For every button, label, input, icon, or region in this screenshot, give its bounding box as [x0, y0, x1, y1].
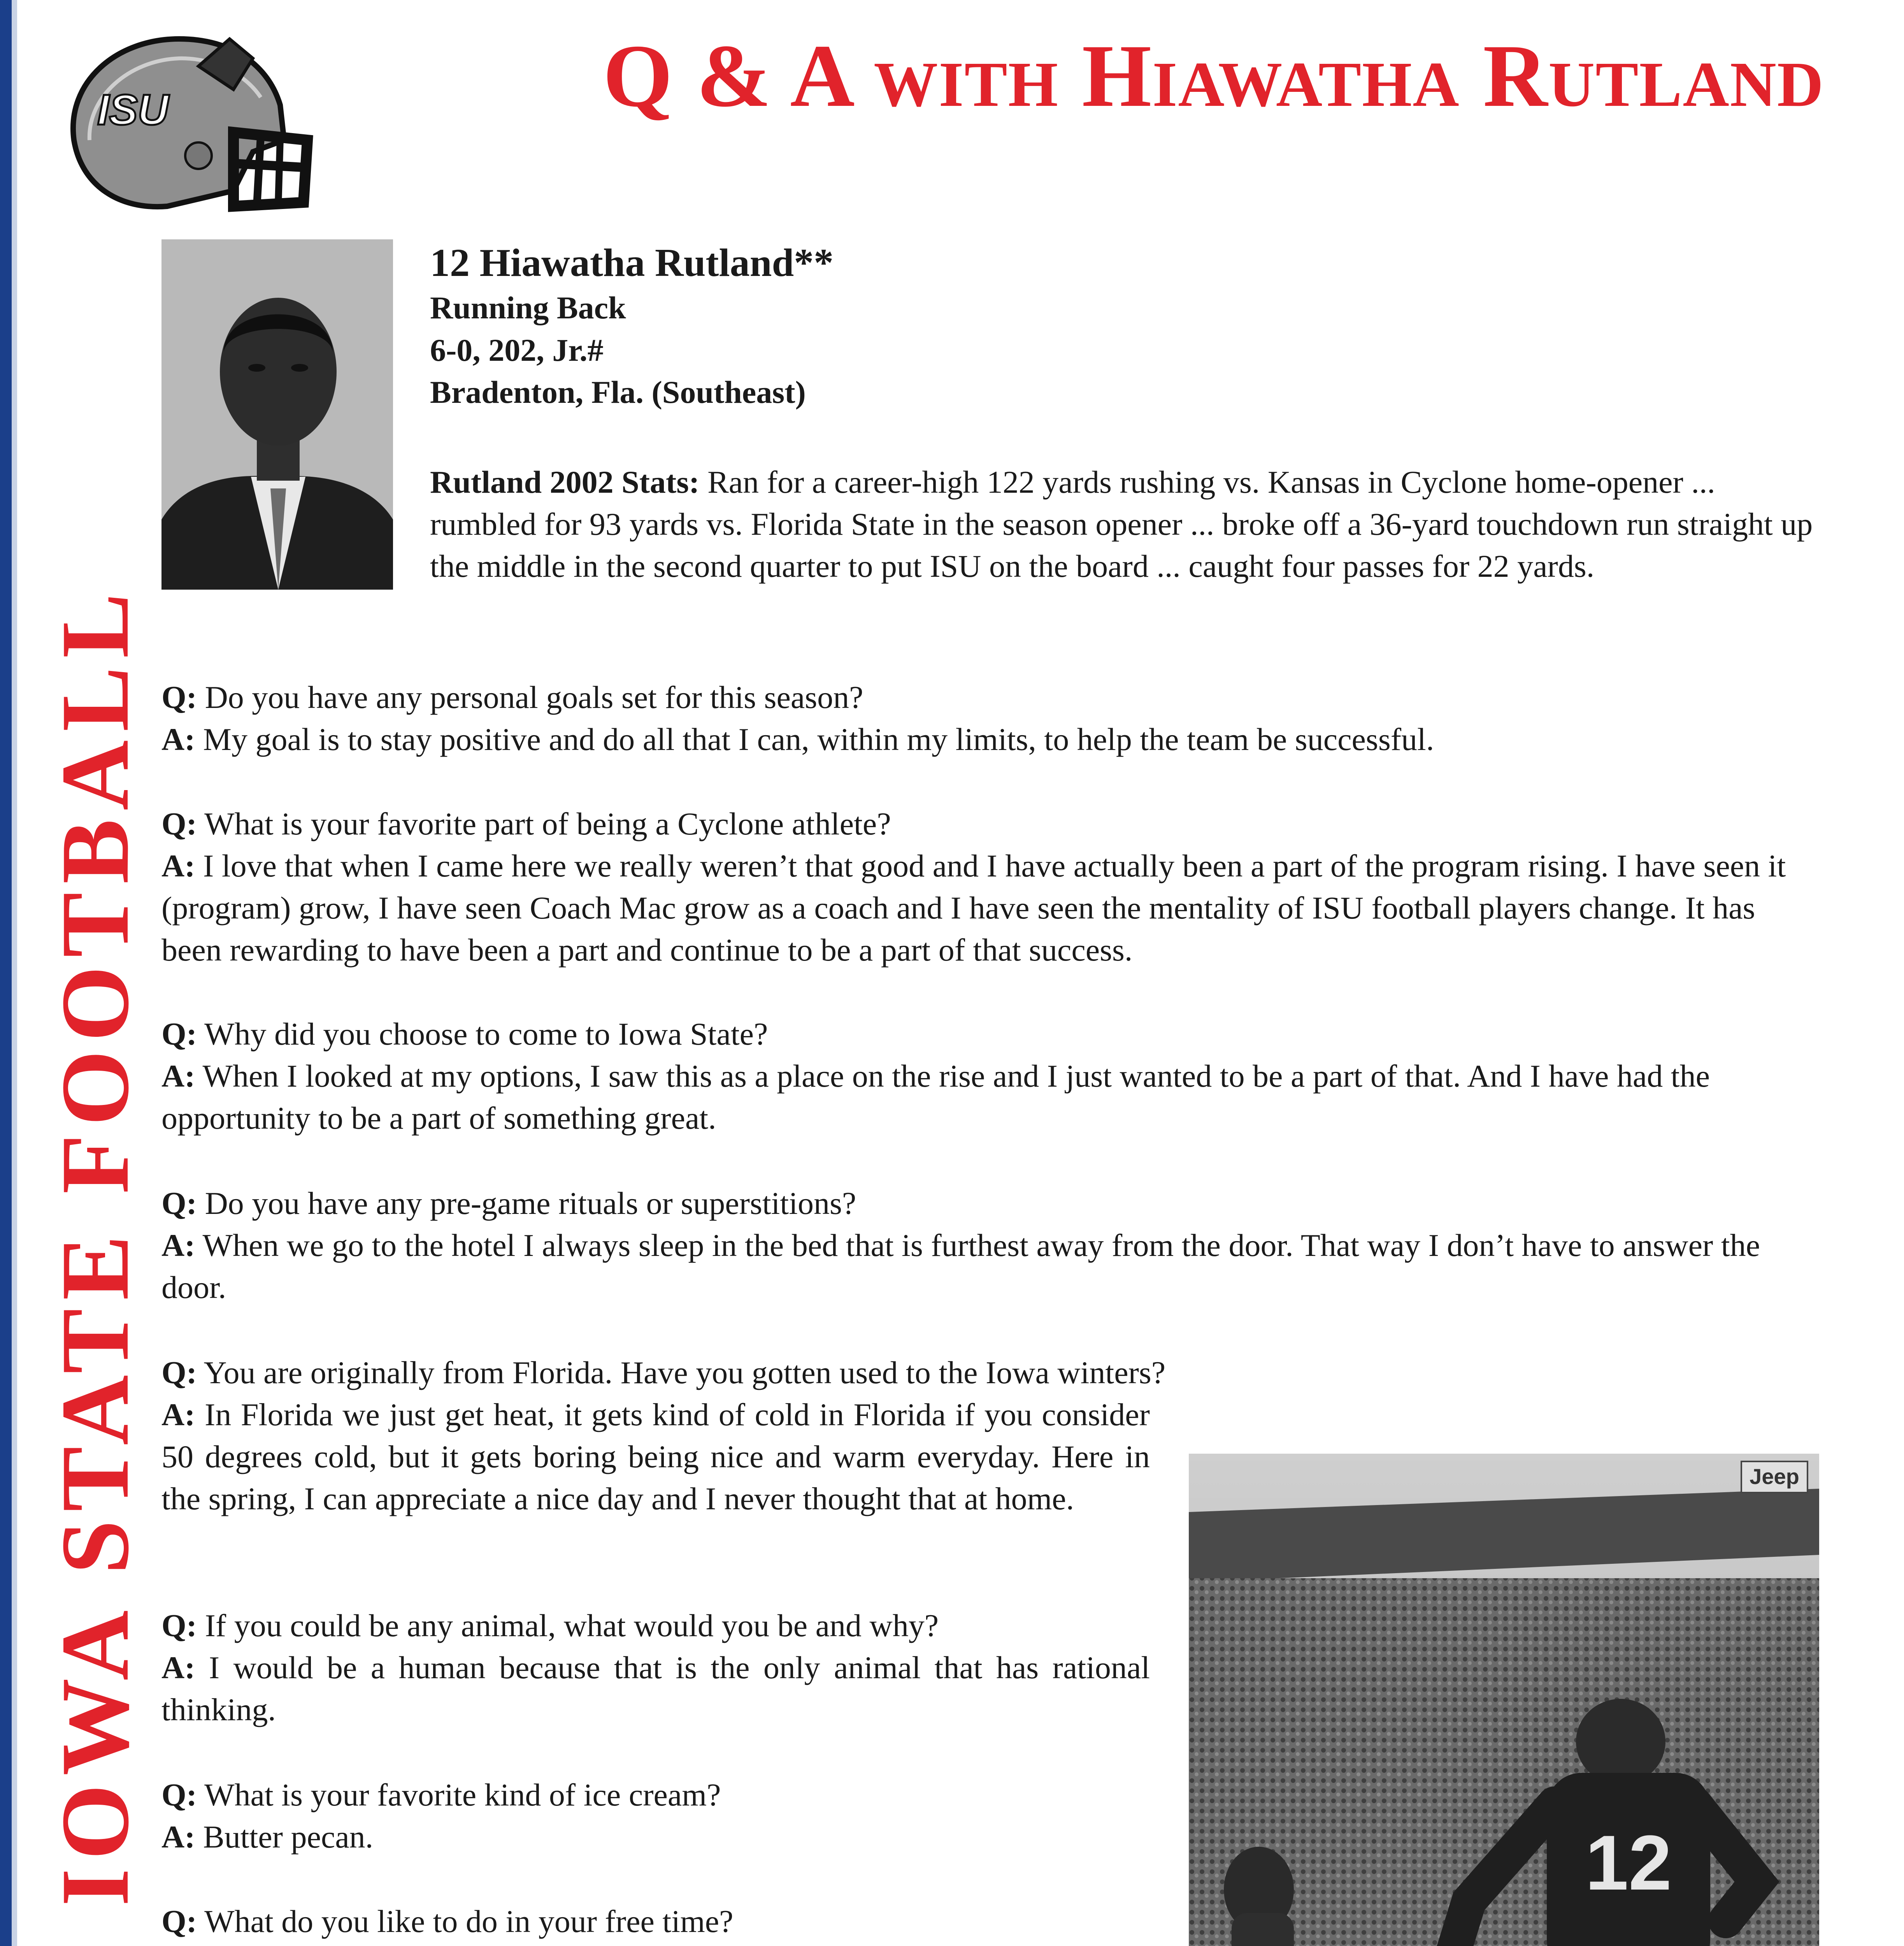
player-name: 12 Hiawatha Rutland**	[430, 241, 834, 285]
question: Q: What is your favorite part of being a Cyclone athlete?	[161, 806, 891, 841]
player-stats	[430, 461, 1823, 587]
player-bio	[430, 239, 834, 413]
question: Q: Do you have any personal goals set for this season?	[161, 680, 863, 715]
question: Q: Why did you choose to come to Iowa State?	[161, 1016, 768, 1052]
stats-text: Ran for a career-high 122 yards rushing vs. Kansas in Cyclone home-opener ... rumbled for 93 yards vs. Florida State in the season opener ... broke off a 36-yard touchdown run straight up the middle in the second quarter to put ISU on the board ... caught four passes for 22 yards.	[430, 464, 1813, 584]
player-position: Running Back	[430, 290, 626, 326]
helmet-logo-text: ISU	[97, 86, 169, 134]
stadium-sign: Jeep	[1750, 1464, 1799, 1489]
answer: A: My goal is to stay positive and do all that I can, within my limits, to help the team be successful.	[161, 722, 1434, 757]
side-title	[37, 506, 154, 1946]
answer: A: I would be a human because that is the only animal that has rational thinking.	[161, 1650, 1150, 1727]
player-headshot	[161, 239, 393, 590]
qa-item	[161, 803, 1823, 971]
action-photo	[1189, 1454, 1819, 1946]
qa-item	[161, 1774, 1150, 1858]
qa-answer-block	[161, 1394, 1150, 1520]
qa-item	[161, 676, 1823, 760]
answer	[161, 1942, 1150, 1946]
player-hometown: Bradenton, Fla. (Southeast)	[430, 374, 806, 410]
answer: A: In Florida we just get heat, it gets kind of cold in Florida if you consider 50 degrees cold, but it gets boring being nice and warm everyday. Here in the spring, I can appreciate a nice day and I never thought that at home.	[161, 1397, 1150, 1516]
qa-item	[161, 1182, 1823, 1308]
question: Q: What is your favorite kind of ice cream?	[161, 1777, 721, 1813]
player-size: 6-0, 202, Jr.#	[430, 332, 604, 368]
answer: A: I love that when I came here we really weren’t that good and I have actually been a part of the program rising. I have seen it (program) grow, I have seen Coach Mac grow as a coach and I have seen the mentality of ISU football players change. It has been rewarding to have been a part and continue to be a part of that success.	[161, 848, 1786, 968]
answer: A: When we go to the hotel I always sleep in the bed that is furthest away from the door. That way I don’t have to answer the door.	[161, 1228, 1760, 1305]
question: Q: You are originally from Florida. Have you gotten used to the Iowa winters?	[161, 1355, 1166, 1390]
answer: A: When I looked at my options, I saw this as a place on the rise and I just wanted to be a part of that. And I have had the opportunity to be a part of something great.	[161, 1058, 1710, 1136]
question: Q: Do you have any pre-game rituals or superstitions?	[161, 1186, 856, 1221]
question: Q: What do you like to do in your free time?	[161, 1904, 734, 1939]
helmet-logo	[51, 23, 315, 226]
page-edge-shadow	[12, 0, 17, 1946]
side-title-text: IOWA STATE FOOTBALL	[41, 585, 149, 1906]
page-title: Q & A WITH HIAWATHA RUTLAND	[603, 26, 1824, 125]
answer: A: Butter pecan.	[161, 1819, 374, 1855]
qa-item	[161, 1013, 1823, 1139]
jersey-number: 12	[1585, 1820, 1672, 1906]
qa-item	[161, 1352, 1823, 1394]
stats-label: Rutland 2002 Stats:	[430, 464, 700, 500]
page-edge-stripe	[0, 0, 12, 1946]
question: Q: If you could be any animal, what would you be and why?	[161, 1608, 939, 1643]
qa-item	[161, 1900, 1150, 1946]
qa-item	[161, 1605, 1150, 1731]
